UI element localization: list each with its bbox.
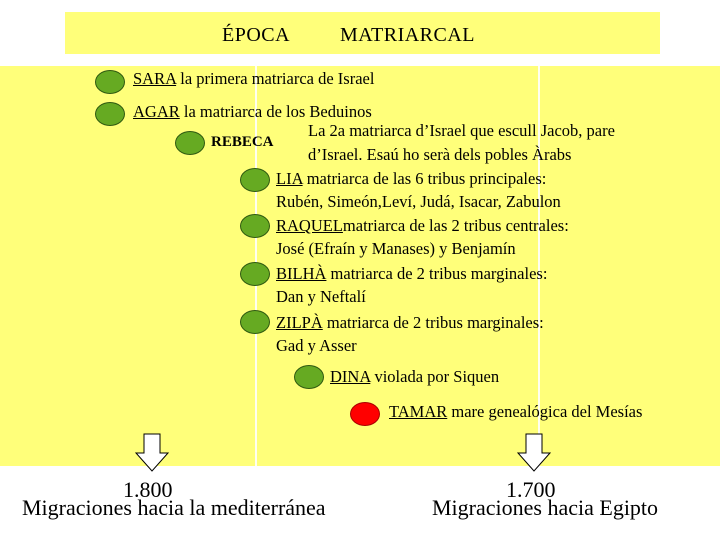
item-name: ZILPÀ <box>276 313 323 332</box>
title-right: MATRIARCAL <box>340 24 476 46</box>
item-name: SARA <box>133 69 177 88</box>
item-zilpa <box>276 311 544 334</box>
bullet-icon <box>95 102 125 126</box>
migration-label-2: Migraciones hacia Egipto <box>432 495 659 520</box>
item-sara <box>133 67 374 90</box>
item-raquel-line2: José (Efraín y Manases) y Benjamín <box>276 239 516 258</box>
item-bilha-line2: Dan y Neftalí <box>276 287 366 306</box>
year-1700: 1.700 <box>506 477 556 502</box>
arrow-down-icon <box>516 433 552 473</box>
bullet-icon <box>95 70 125 94</box>
item-name: DINA <box>330 367 371 386</box>
bullet-icon <box>175 131 205 155</box>
item-text: matriarca de 2 tribus marginales: <box>326 264 548 283</box>
item-text: matriarca de 2 tribus marginales: <box>322 313 544 332</box>
bullet-icon <box>294 365 324 389</box>
bullet-icon-red <box>350 402 380 426</box>
item-raquel <box>276 214 569 237</box>
bullet-icon <box>240 262 270 286</box>
item-name: BILHÀ <box>276 264 327 283</box>
year-1800: 1.800 <box>123 477 173 502</box>
item-lia <box>276 167 546 190</box>
item-name: LIA <box>276 169 303 188</box>
migration-label-1: Migraciones hacia la mediterránea <box>22 495 326 520</box>
item-rebeca-line2: d’Israel. Esaú ho serà dels pobles Àrabs <box>308 145 572 164</box>
item-text: mare genealógica del Mesías <box>447 402 643 421</box>
item-name: TAMAR <box>389 402 448 421</box>
item-zilpa-line2: Gad y Asser <box>276 336 357 355</box>
item-bilha <box>276 262 547 285</box>
title-left: ÉPOCA <box>222 24 291 46</box>
bullet-icon <box>240 310 270 334</box>
item-text: matriarca de las 2 tribus centrales: <box>342 216 569 235</box>
arrow-down-icon <box>134 433 170 473</box>
item-dina <box>330 365 499 388</box>
item-text: la matriarca de los Beduinos <box>179 102 372 121</box>
item-name: RAQUEL <box>276 216 343 235</box>
bullet-icon <box>240 168 270 192</box>
item-rebeca-line1: La 2a matriarca d’Israel que escull Jacob, pare <box>308 121 615 140</box>
bullet-icon <box>240 214 270 238</box>
item-lia-line2: Rubén, Simeón,Leví, Judá, Isacar, Zabulon <box>276 192 561 211</box>
item-text: la primera matriarca de Israel <box>176 69 375 88</box>
item-name-rebeca: REBECA <box>211 134 274 150</box>
item-tamar <box>389 400 642 423</box>
item-text: matriarca de las 6 tribus principales: <box>302 169 547 188</box>
item-text: violada por Siquen <box>370 367 500 386</box>
item-name: AGAR <box>133 102 180 121</box>
